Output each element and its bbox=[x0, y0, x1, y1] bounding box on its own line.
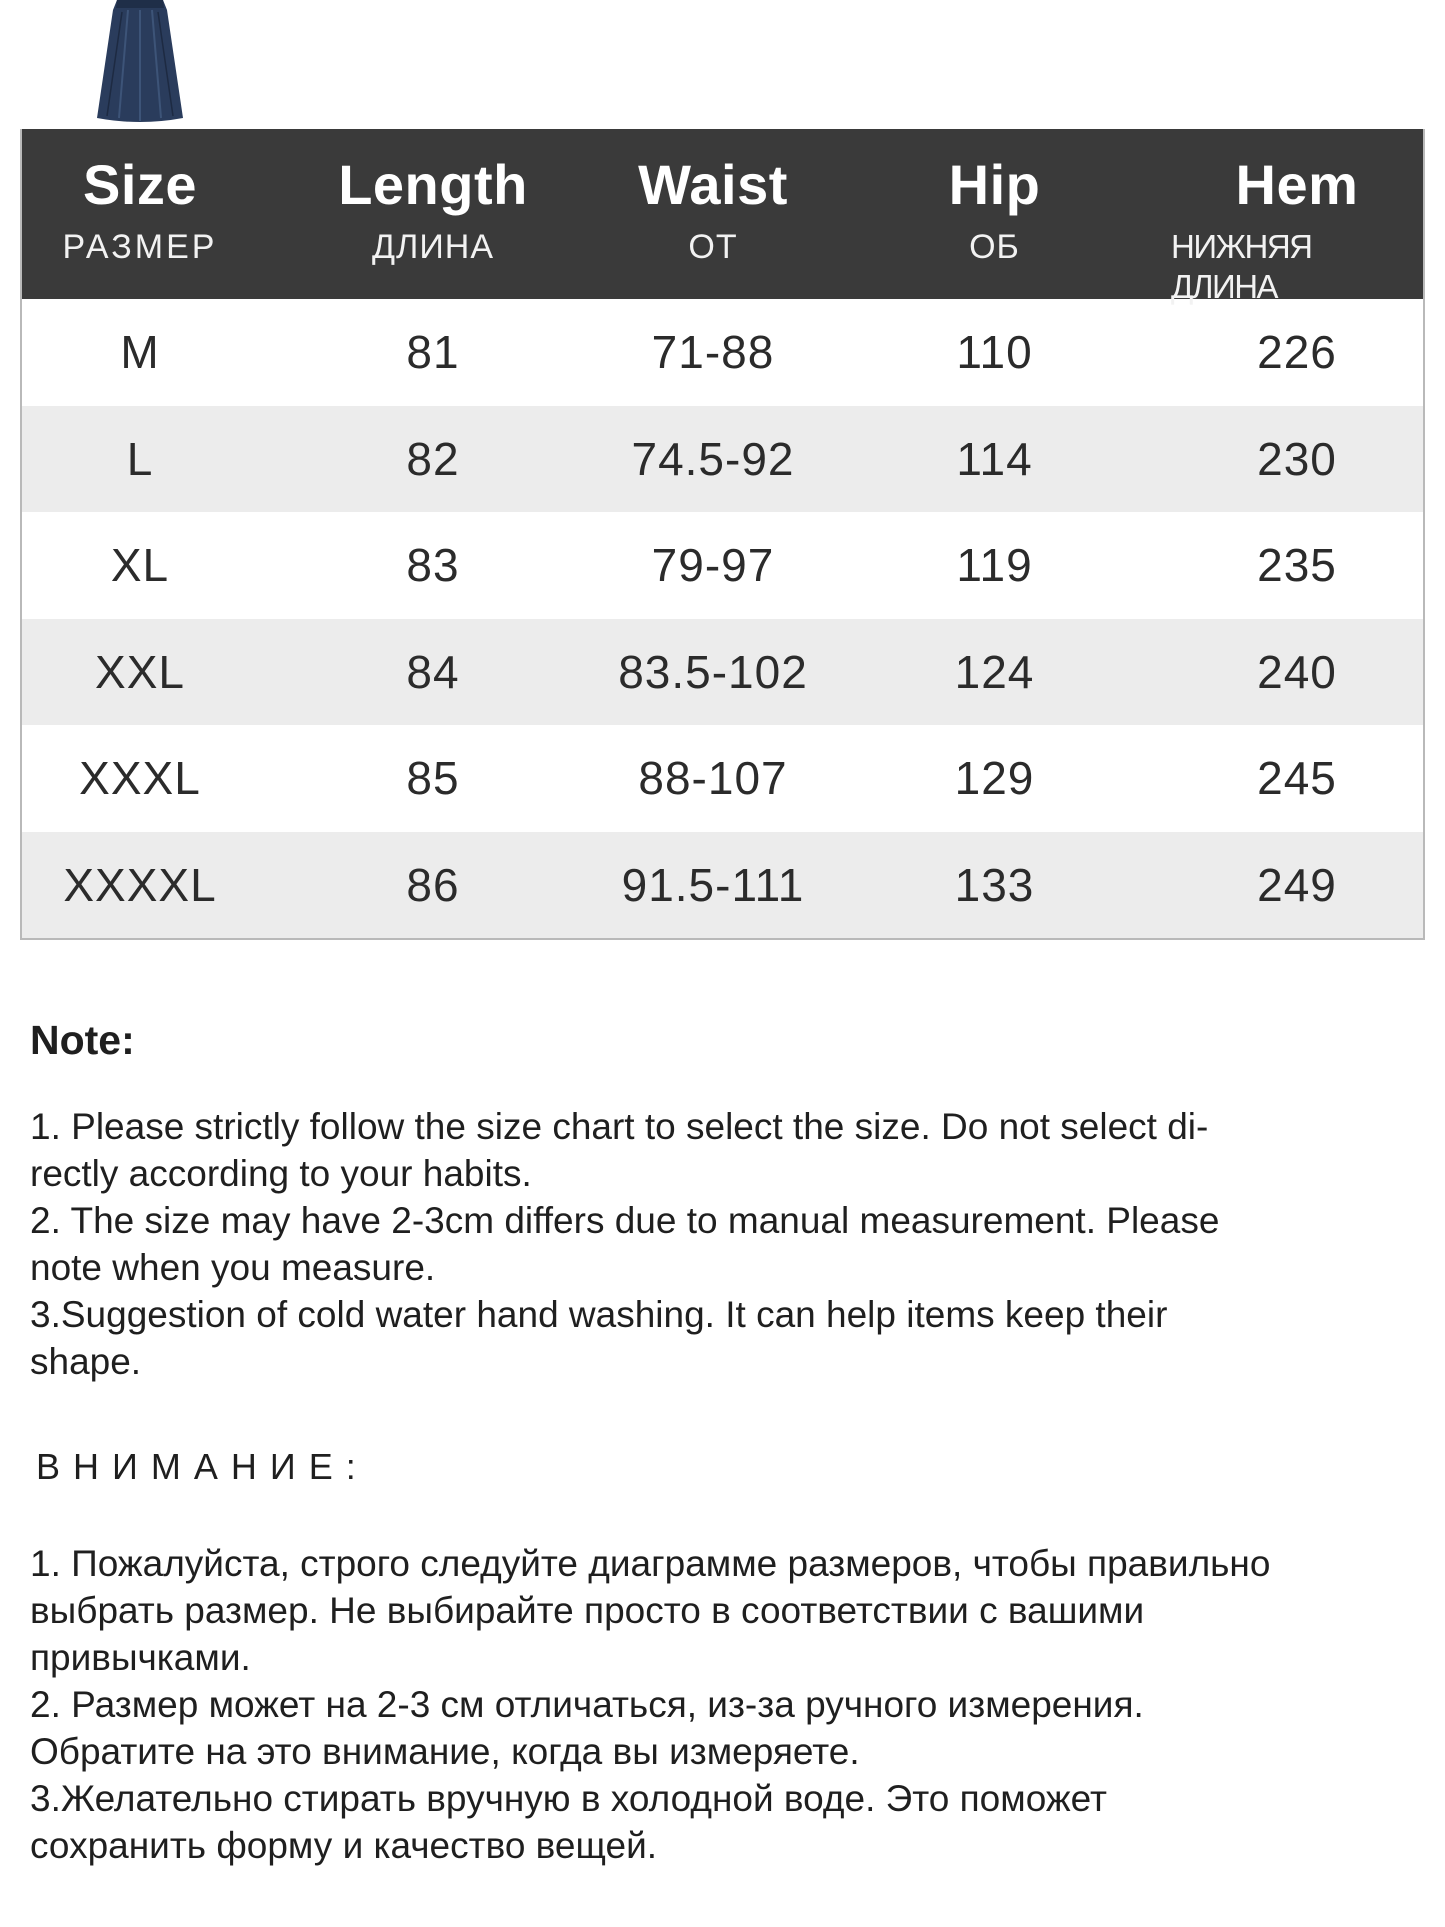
header-waist bbox=[608, 129, 818, 299]
cell-waist: 74.5-92 bbox=[631, 432, 795, 485]
cell-hip: 124 bbox=[954, 645, 1035, 698]
header-length bbox=[258, 129, 608, 299]
header-size-ru: РАЗМЕР bbox=[62, 228, 218, 266]
header-hip bbox=[818, 129, 1171, 299]
cell-size: XXXL bbox=[79, 752, 201, 805]
denim-skirt-icon bbox=[95, 0, 185, 124]
cell-length: 84 bbox=[406, 645, 460, 698]
cell-hem: 230 bbox=[1257, 432, 1337, 485]
cell-length: 85 bbox=[406, 752, 460, 805]
header-waist-ru: ОТ bbox=[688, 228, 738, 266]
cell-hem: 245 bbox=[1257, 752, 1337, 805]
note-line: 3.Suggestion of cold water hand washing. It can help items keep their bbox=[30, 1294, 1168, 1335]
cell-hem: 235 bbox=[1257, 539, 1337, 592]
header-hip-ru: ОБ bbox=[969, 228, 1020, 266]
note-line: 1. Please strictly follow the size chart to select the size. Do not select di- bbox=[30, 1106, 1209, 1147]
cell-waist: 91.5-111 bbox=[621, 858, 805, 911]
table-row bbox=[22, 406, 1423, 513]
note-line: note when you measure. bbox=[30, 1247, 436, 1288]
header-hem bbox=[1171, 129, 1423, 305]
cell-length: 86 bbox=[406, 858, 460, 911]
cell-hip: 114 bbox=[956, 432, 1033, 485]
note-ru-line: сохранить форму и качество вещей. bbox=[30, 1825, 658, 1866]
cell-waist: 79-97 bbox=[651, 539, 775, 592]
cell-waist: 83.5-102 bbox=[618, 645, 808, 698]
header-hem-en: Hem bbox=[1235, 153, 1359, 216]
header-size bbox=[22, 129, 258, 299]
header-length-ru: ДЛИНА bbox=[371, 228, 494, 266]
note-ru-line: привычками. bbox=[30, 1637, 251, 1678]
header-hip-en: Hip bbox=[948, 153, 1041, 216]
cell-waist: 88-107 bbox=[638, 752, 788, 805]
cell-hem: 226 bbox=[1257, 326, 1337, 379]
header-length-en: Length bbox=[338, 153, 528, 216]
note-ru-line: 3.Желательно стирать вручную в холодной воде. Это поможет bbox=[30, 1778, 1107, 1819]
note-line: 2. The size may have 2-3cm differs due to manual measurement. Please bbox=[30, 1200, 1220, 1241]
cell-hip: 110 bbox=[956, 326, 1033, 379]
cell-hem: 249 bbox=[1257, 858, 1337, 911]
header-waist-en: Waist bbox=[638, 153, 788, 216]
note-ru-line: выбрать размер. Не выбирайте просто в соответствии с вашими bbox=[30, 1590, 1145, 1631]
cell-length: 82 bbox=[406, 432, 460, 485]
table-row bbox=[22, 832, 1423, 939]
table-header bbox=[22, 129, 1423, 305]
cell-length: 81 bbox=[406, 326, 460, 379]
header-hem-ru: НИЖНЯЯ ДЛИНА bbox=[1171, 228, 1312, 305]
table-row bbox=[22, 299, 1423, 406]
table-row bbox=[22, 619, 1423, 726]
note-ru-title: ВНИМАНИЕ: bbox=[36, 1446, 369, 1487]
cell-hip: 129 bbox=[954, 752, 1035, 805]
note-title: Note: bbox=[30, 1017, 135, 1063]
header-size-en: Size bbox=[82, 153, 198, 216]
cell-hip: 119 bbox=[956, 539, 1033, 592]
table-row bbox=[22, 725, 1423, 832]
table-row bbox=[22, 512, 1423, 619]
cell-size: M bbox=[120, 326, 160, 379]
cell-length: 83 bbox=[406, 539, 460, 592]
cell-size: L bbox=[126, 432, 154, 485]
note-line: shape. bbox=[30, 1341, 142, 1382]
cell-size: XXL bbox=[95, 645, 185, 698]
note-ru-line: 2. Размер может на 2-3 см отличаться, из-за ручного измерения. bbox=[30, 1684, 1144, 1725]
cell-size: XXXXL bbox=[63, 858, 217, 911]
cell-hem: 240 bbox=[1257, 645, 1337, 698]
note-line: rectly according to your habits. bbox=[30, 1153, 532, 1194]
size-chart-table bbox=[20, 129, 1425, 940]
cell-size: XL bbox=[110, 539, 170, 592]
notes-section bbox=[30, 1015, 1420, 1869]
cell-hip: 133 bbox=[954, 858, 1035, 911]
note-ru-line: 1. Пожалуйста, строго следуйте диаграмме размеров, чтобы правильно bbox=[30, 1543, 1271, 1584]
note-ru-line: Обратите на это внимание, когда вы измеряете. bbox=[30, 1731, 860, 1772]
cell-waist: 71-88 bbox=[651, 326, 775, 379]
